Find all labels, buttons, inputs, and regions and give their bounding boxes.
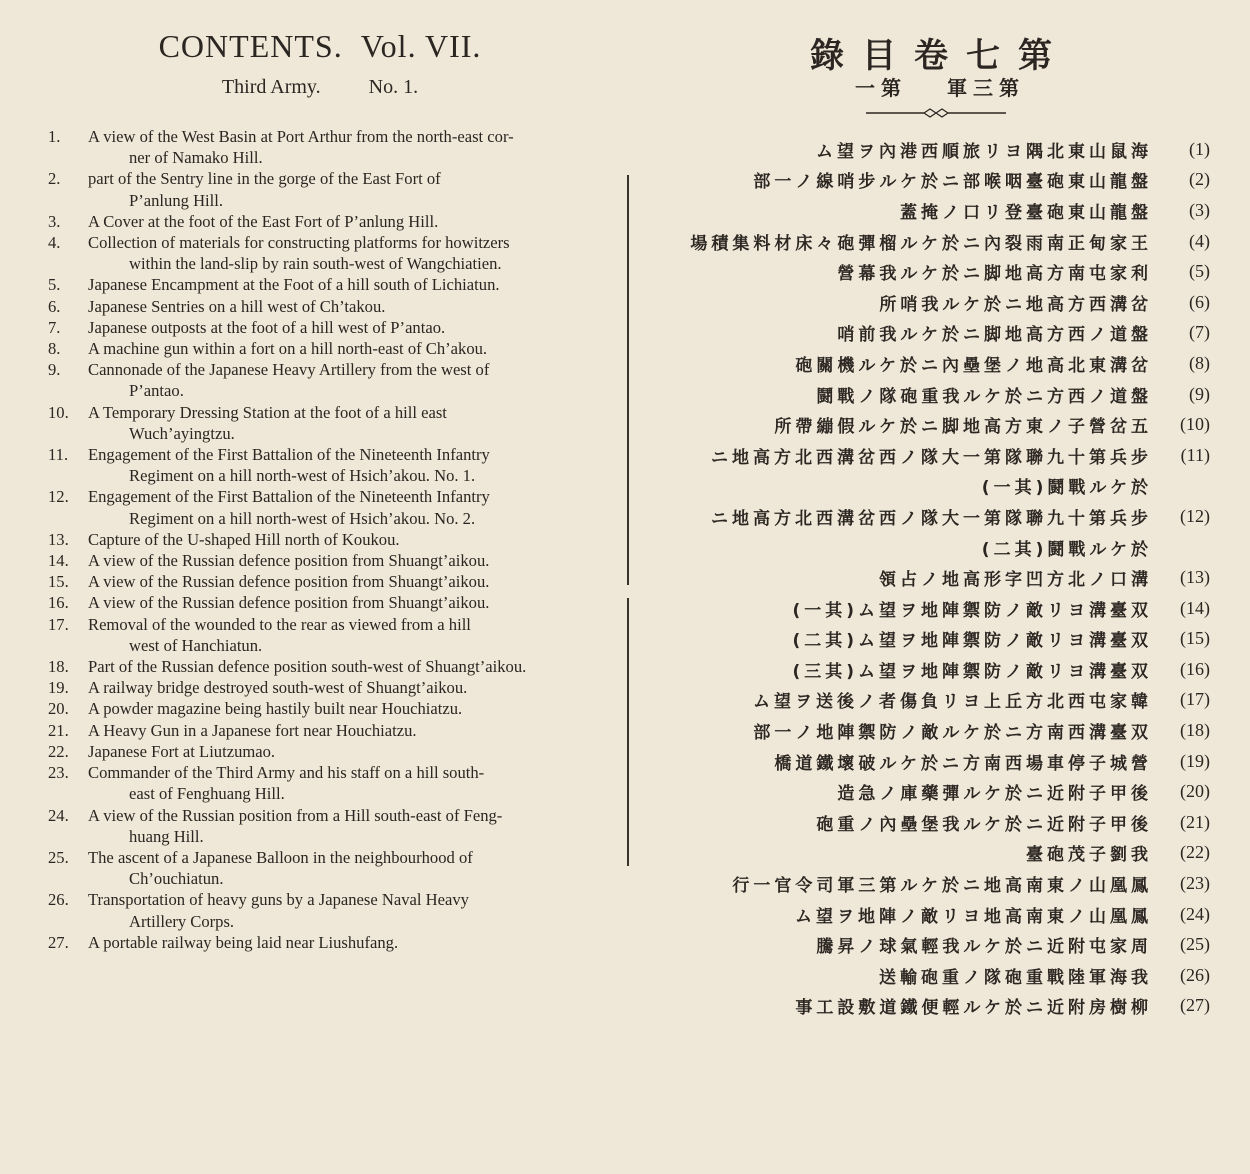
caption-line: Cannonade of the Japanese Heavy Artillery from the west of [88, 360, 490, 380]
japanese-item-row [879, 562, 1210, 593]
caption-line: Collection of materials for constructing platforms for howitzers [88, 233, 510, 253]
column-divider [627, 598, 629, 866]
japanese-number-label: 第一 [855, 76, 907, 100]
english-list-item [40, 698, 605, 719]
japanese-item-row [792, 624, 1210, 655]
volume-label: Vol. VII. [360, 28, 482, 64]
japanese-item-number: (2) [1189, 169, 1210, 190]
army-label: Third Army. [221, 76, 321, 98]
japanese-item-row [732, 868, 1210, 899]
japanese-caption: 步兵第十九聯隊第一大隊ノ西岔溝西北方高地ニ [711, 447, 1152, 468]
item-number: 6. [48, 296, 61, 316]
japanese-list-item [650, 929, 1210, 960]
item-number: 19. [48, 678, 69, 698]
english-list-item [40, 656, 605, 677]
japanese-list-item [650, 654, 1210, 685]
item-number: 17. [48, 614, 69, 634]
caption-line: Capture of the U-shaped Hill north of Koukou. [88, 529, 400, 549]
japanese-item-row [774, 746, 1210, 777]
item-caption [88, 889, 605, 931]
english-list-item [40, 592, 605, 613]
english-list-item [40, 847, 605, 889]
japanese-item-row [879, 960, 1210, 991]
item-caption [88, 232, 605, 274]
japanese-list-item [650, 195, 1210, 226]
japanese-item-number: (9) [1189, 383, 1210, 404]
english-title [40, 28, 600, 65]
japanese-list-item [650, 991, 1210, 1022]
english-list-item [40, 338, 605, 359]
japanese-item-number: (23) [1180, 873, 1210, 894]
japanese-item-row [982, 532, 1210, 563]
japanese-item-number: (22) [1180, 842, 1210, 863]
item-number: 9. [48, 360, 61, 380]
caption-line: Artillery Corps. [129, 911, 235, 931]
japanese-item-row [816, 134, 1210, 165]
japanese-item-row [795, 899, 1210, 930]
english-subtitle [40, 76, 600, 99]
japanese-item-row [816, 807, 1210, 838]
japanese-list-item [650, 593, 1210, 624]
item-number: 10. [48, 402, 69, 422]
item-caption [88, 402, 605, 444]
japanese-item-number: (11) [1180, 444, 1210, 465]
japanese-item-row [774, 409, 1210, 440]
caption-line: Japanese Encampment at the Foot of a hill south of Lichiatun. [88, 275, 500, 295]
item-number: 24. [48, 805, 69, 825]
item-caption [88, 805, 605, 847]
caption-line: A view of the Russian defence position from Shuangt’aikou. [88, 593, 490, 613]
japanese-item-number: (6) [1189, 291, 1210, 312]
item-number: 5. [48, 275, 61, 295]
japanese-list-item [650, 256, 1210, 287]
caption-line: Japanese Fort at Liutzumao. [88, 741, 276, 761]
japanese-caption: 盤龍山東砲臺登リ口ノ掩蓋 [900, 202, 1152, 223]
item-number: 11. [48, 445, 69, 465]
item-number: 2. [48, 169, 61, 189]
item-number: 22. [48, 741, 69, 761]
japanese-list-item [650, 685, 1210, 716]
caption-line: Part of the Russian defence position south-west of Shuangt’aikou. [88, 657, 527, 677]
english-list-item [40, 614, 605, 656]
caption-line: P’anlung Hill. [129, 190, 224, 210]
item-number: 4. [48, 233, 61, 253]
japanese-caption: 我海軍陸戰重砲隊ノ重砲輸送 [879, 967, 1152, 988]
item-number: 8. [48, 339, 61, 359]
japanese-caption: 柳樹房附近ニ於ケル輕便鐵道敷設工事 [795, 998, 1152, 1019]
japanese-item-number: (18) [1180, 720, 1210, 741]
item-caption [88, 317, 605, 338]
english-list-item [40, 889, 605, 931]
item-caption [88, 444, 605, 486]
caption-line: A view of the Russian position from a Hill south-east of Feng- [88, 805, 503, 825]
japanese-caption: 溝口ノ北方凹字形高地ノ占領 [879, 570, 1152, 591]
japanese-caption: 於ケル戰鬪(其二) [981, 539, 1152, 560]
japanese-list-item [650, 960, 1210, 991]
caption-line: within the land-slip by rain south-west of Wangchiatien. [129, 254, 502, 274]
japanese-item-row [816, 379, 1210, 410]
japanese-list-item [650, 899, 1210, 930]
item-number: 1. [48, 127, 61, 146]
english-list-item [40, 232, 605, 274]
item-number: 18. [48, 657, 69, 677]
item-caption [88, 338, 605, 359]
japanese-list-item [650, 287, 1210, 318]
english-list-item [40, 402, 605, 444]
caption-line: east of Fenghuang Hill. [129, 784, 285, 804]
japanese-caption: 双臺溝ヨリ敵ノ防禦陣地ヲ望ム(其二) [792, 631, 1152, 652]
japanese-caption: 双臺溝ヨリ敵ノ防禦陣地ヲ望ム(其三) [792, 661, 1152, 682]
japanese-list-item [650, 409, 1210, 440]
japanese-item-number: (5) [1189, 261, 1210, 282]
japanese-list-item [650, 348, 1210, 379]
item-caption [88, 529, 605, 550]
caption-line: A view of the West Basin at Port Arthur from the north-east cor- [88, 127, 514, 146]
japanese-item-row [711, 440, 1210, 471]
japanese-subtitle [790, 72, 1090, 101]
japanese-caption: 双臺溝ヨリ敵ノ防禦陣地ヲ望ム(其一) [792, 600, 1152, 621]
japanese-list-item [650, 165, 1210, 196]
english-list-item [40, 359, 605, 401]
item-caption [88, 571, 605, 592]
item-number: 26. [48, 890, 69, 910]
item-number: 14. [48, 551, 69, 571]
english-list-item [40, 274, 605, 295]
caption-line: A Heavy Gun in a Japanese fort near Houchiatzu. [88, 720, 417, 740]
japanese-list-item [650, 807, 1210, 838]
caption-line: Commander of the Third Army and his staff on a hill south- [88, 763, 485, 783]
item-number: 27. [48, 932, 69, 952]
japanese-caption: 韓家屯西北方丘上ヨリ負傷者ノ後送ヲ望ム [753, 692, 1152, 713]
item-number: 13. [48, 529, 69, 549]
caption-line: Engagement of the First Battalion of the Nineteenth Infantry [88, 445, 490, 465]
japanese-item-row [753, 685, 1210, 716]
japanese-caption: 步兵第十九聯隊第一大隊ノ西岔溝西北方高地ニ [711, 508, 1152, 529]
japanese-item-number: (13) [1180, 567, 1210, 588]
caption-line: A Temporary Dressing Station at the foot of a hill east [88, 402, 447, 422]
english-list-item [40, 741, 605, 762]
japanese-item-row [753, 165, 1210, 196]
japanese-item-row [753, 715, 1210, 746]
item-caption [88, 486, 605, 528]
item-caption [88, 656, 605, 677]
japanese-caption: 岔溝東北高地ノ堡壘內ニ於ケル機關砲 [795, 355, 1152, 376]
caption-line: Japanese outposts at the foot of a hill west of P’antao. [88, 317, 446, 337]
column-divider [627, 175, 629, 585]
japanese-caption: 五岔營子ノ東方高地脚ニ於ケル假繃帶所 [774, 417, 1152, 438]
japanese-item-number: (24) [1180, 903, 1210, 924]
japanese-item-row [837, 318, 1210, 349]
english-list-item [40, 168, 605, 210]
japanese-item-number: (1) [1189, 138, 1210, 159]
item-number: 3. [48, 211, 61, 231]
japanese-caption: 利家屯南方高地脚ニ於ケル我幕營 [837, 264, 1152, 285]
item-number: 20. [48, 699, 69, 719]
japanese-list-item [650, 868, 1210, 899]
japanese-item-number: (12) [1180, 505, 1210, 526]
caption-line: A view of the Russian defence position from Shuangt’aikou. [88, 572, 490, 592]
english-list-item [40, 932, 605, 953]
english-list [40, 126, 605, 953]
contents-heading: CONTENTS. [158, 28, 343, 64]
japanese-list-item [650, 134, 1210, 165]
japanese-caption: 營城子停車場西南方ニ於ケル破壞鐵道橋 [774, 753, 1152, 774]
japanese-item-row [816, 929, 1210, 960]
english-list-item [40, 550, 605, 571]
item-number: 23. [48, 763, 69, 783]
japanese-list-item [650, 838, 1210, 869]
caption-line: The ascent of a Japanese Balloon in the neighbourhood of [88, 847, 473, 867]
item-caption [88, 274, 605, 295]
english-list-item [40, 317, 605, 338]
english-list-item [40, 571, 605, 592]
japanese-item-row [879, 287, 1210, 318]
english-list-item [40, 677, 605, 698]
japanese-item-number: (27) [1180, 995, 1210, 1016]
english-list-item [40, 762, 605, 804]
japanese-item-row [795, 348, 1210, 379]
item-number: 21. [48, 720, 69, 740]
japanese-item-number: (20) [1180, 781, 1210, 802]
japanese-list-item [650, 562, 1210, 593]
japanese-item-row [792, 593, 1210, 624]
japanese-item-number: (7) [1189, 322, 1210, 343]
number-label: No. 1. [368, 76, 419, 98]
japanese-item-row [837, 256, 1210, 287]
japanese-item-row [795, 991, 1210, 1022]
japanese-item-row [982, 471, 1210, 502]
item-caption [88, 126, 605, 168]
item-caption [88, 614, 605, 656]
english-list-item [40, 805, 605, 847]
english-list-item [40, 444, 605, 486]
item-number: 12. [48, 487, 69, 507]
japanese-caption: 双臺溝西南方ニ於ケル敵ノ防禦陣地ノ一部 [753, 723, 1152, 744]
english-list-item [40, 126, 605, 168]
japanese-item-row [837, 776, 1210, 807]
caption-line: A powder magazine being hastily built near Houchiatzu. [88, 699, 463, 719]
caption-line: Regiment on a hill north-west of Hsich’akou. No. 2. [129, 508, 476, 528]
caption-line: huang Hill. [129, 826, 204, 846]
item-caption [88, 168, 605, 210]
caption-line: part of the Sentry line in the gorge of the East Fort of [88, 169, 441, 189]
caption-line: Regiment on a hill north-west of Hsich’akou. No. 1. [129, 466, 476, 486]
item-caption [88, 550, 605, 571]
item-caption [88, 932, 605, 953]
japanese-item-number: (25) [1180, 934, 1210, 955]
japanese-caption: 盤道ノ西方高地脚ニ於ケル我前哨 [837, 325, 1152, 346]
japanese-item-number: (3) [1189, 199, 1210, 220]
item-caption [88, 698, 605, 719]
japanese-caption: 我劉子茂砲臺 [1026, 845, 1152, 866]
japanese-item-row [1026, 838, 1210, 869]
japanese-list-item [650, 715, 1210, 746]
english-list-item [40, 529, 605, 550]
japanese-contents [650, 28, 1220, 1048]
japanese-list-item [650, 379, 1210, 410]
english-contents [40, 28, 610, 1048]
item-caption [88, 847, 605, 889]
english-list-item [40, 720, 605, 741]
japanese-caption: 王家甸正南雨裂內ニ於ケル榴彈砲々床材料集積場 [690, 233, 1152, 254]
japanese-item-row [900, 195, 1210, 226]
japanese-item-number: (26) [1180, 964, 1210, 985]
japanese-item-number: (10) [1180, 414, 1210, 435]
caption-line: A railway bridge destroyed south-west of Shuangt’aikou. [88, 678, 468, 698]
japanese-caption: 鳳凰山ノ東南高地ニ於ケル第三軍司令官一行 [732, 876, 1152, 897]
japanese-list-item [650, 776, 1210, 807]
japanese-caption: 後甲子附近ニ於ケル我堡壘內ノ重砲 [816, 814, 1152, 835]
english-list-item [40, 486, 605, 528]
caption-line: P’antao. [129, 381, 184, 401]
japanese-caption: 於ケル戰鬪(其一) [981, 478, 1152, 499]
item-number: 7. [48, 317, 61, 337]
japanese-list-item [650, 440, 1210, 501]
caption-line: A view of the Russian defence position from Shuangt’aikou. [88, 551, 490, 571]
japanese-list-item [650, 226, 1210, 257]
japanese-item-row [792, 654, 1210, 685]
item-caption [88, 296, 605, 317]
caption-line: A Cover at the foot of the East Fort of P’anlung Hill. [88, 211, 439, 231]
japanese-item-row [690, 226, 1210, 257]
japanese-caption: 後甲子附近ニ於ケル彈藥庫ノ急造 [837, 784, 1152, 805]
japanese-caption: 盤道ノ西方ニ於ケル我重砲隊ノ戰鬪 [816, 386, 1152, 407]
item-caption [88, 359, 605, 401]
ornament-rule-icon [866, 108, 1006, 118]
english-list-item [40, 296, 605, 317]
japanese-caption: 周家屯附近ニ於ケル我輕氣球ノ昇騰 [816, 937, 1152, 958]
caption-line: A machine gun within a fort on a hill north-east of Ch’akou. [88, 339, 488, 359]
item-number: 15. [48, 572, 69, 592]
japanese-item-number: (4) [1189, 230, 1210, 251]
caption-line: Wuch’ayingtzu. [129, 423, 235, 443]
caption-line: A portable railway being laid near Liushufang. [88, 932, 399, 952]
japanese-caption: 岔溝西方高地ニ於ケル我哨所 [879, 294, 1152, 315]
item-number: 16. [48, 593, 69, 613]
japanese-list-item [650, 624, 1210, 655]
caption-line: Ch’ouchiatun. [129, 869, 224, 889]
caption-line: west of Hanchiatun. [129, 635, 263, 655]
caption-line: ner of Namako Hill. [129, 148, 263, 168]
japanese-title: 第七卷目錄 [810, 36, 1070, 76]
item-caption [88, 762, 605, 804]
item-number: 25. [48, 847, 69, 867]
japanese-caption: 盤龍山東砲臺咽喉部ニ於ケル步哨線ノ一部 [753, 172, 1152, 193]
caption-line: Japanese Sentries on a hill west of Ch’takou. [88, 296, 386, 316]
japanese-list-item [650, 501, 1210, 562]
item-caption [88, 592, 605, 613]
japanese-caption: 海鼠山東北隅ヨリ旅順西港內ヲ望ム [816, 141, 1152, 162]
japanese-item-row [711, 501, 1210, 532]
japanese-item-number: (16) [1180, 658, 1210, 679]
japanese-item-number: (19) [1180, 750, 1210, 771]
item-caption [88, 211, 605, 232]
japanese-item-number: (14) [1180, 597, 1210, 618]
japanese-item-number: (21) [1180, 811, 1210, 832]
japanese-army-label: 第三軍 [947, 76, 1025, 100]
item-caption [88, 741, 605, 762]
japanese-list [650, 134, 1210, 1021]
item-caption [88, 720, 605, 741]
japanese-item-number: (15) [1180, 628, 1210, 649]
caption-line: Transportation of heavy guns by a Japanese Naval Heavy [88, 890, 469, 910]
japanese-list-item [650, 746, 1210, 777]
japanese-caption: 鳳凰山ノ東南高地ヨリ敵ノ陣地ヲ望ム [795, 906, 1152, 927]
caption-line: Engagement of the First Battalion of the Nineteenth Infantry [88, 487, 490, 507]
caption-line: Removal of the wounded to the rear as viewed from a hill [88, 614, 471, 634]
japanese-item-number: (8) [1189, 352, 1210, 373]
english-list-item [40, 211, 605, 232]
japanese-list-item [650, 318, 1210, 349]
item-caption [88, 677, 605, 698]
japanese-item-number: (17) [1180, 689, 1210, 710]
